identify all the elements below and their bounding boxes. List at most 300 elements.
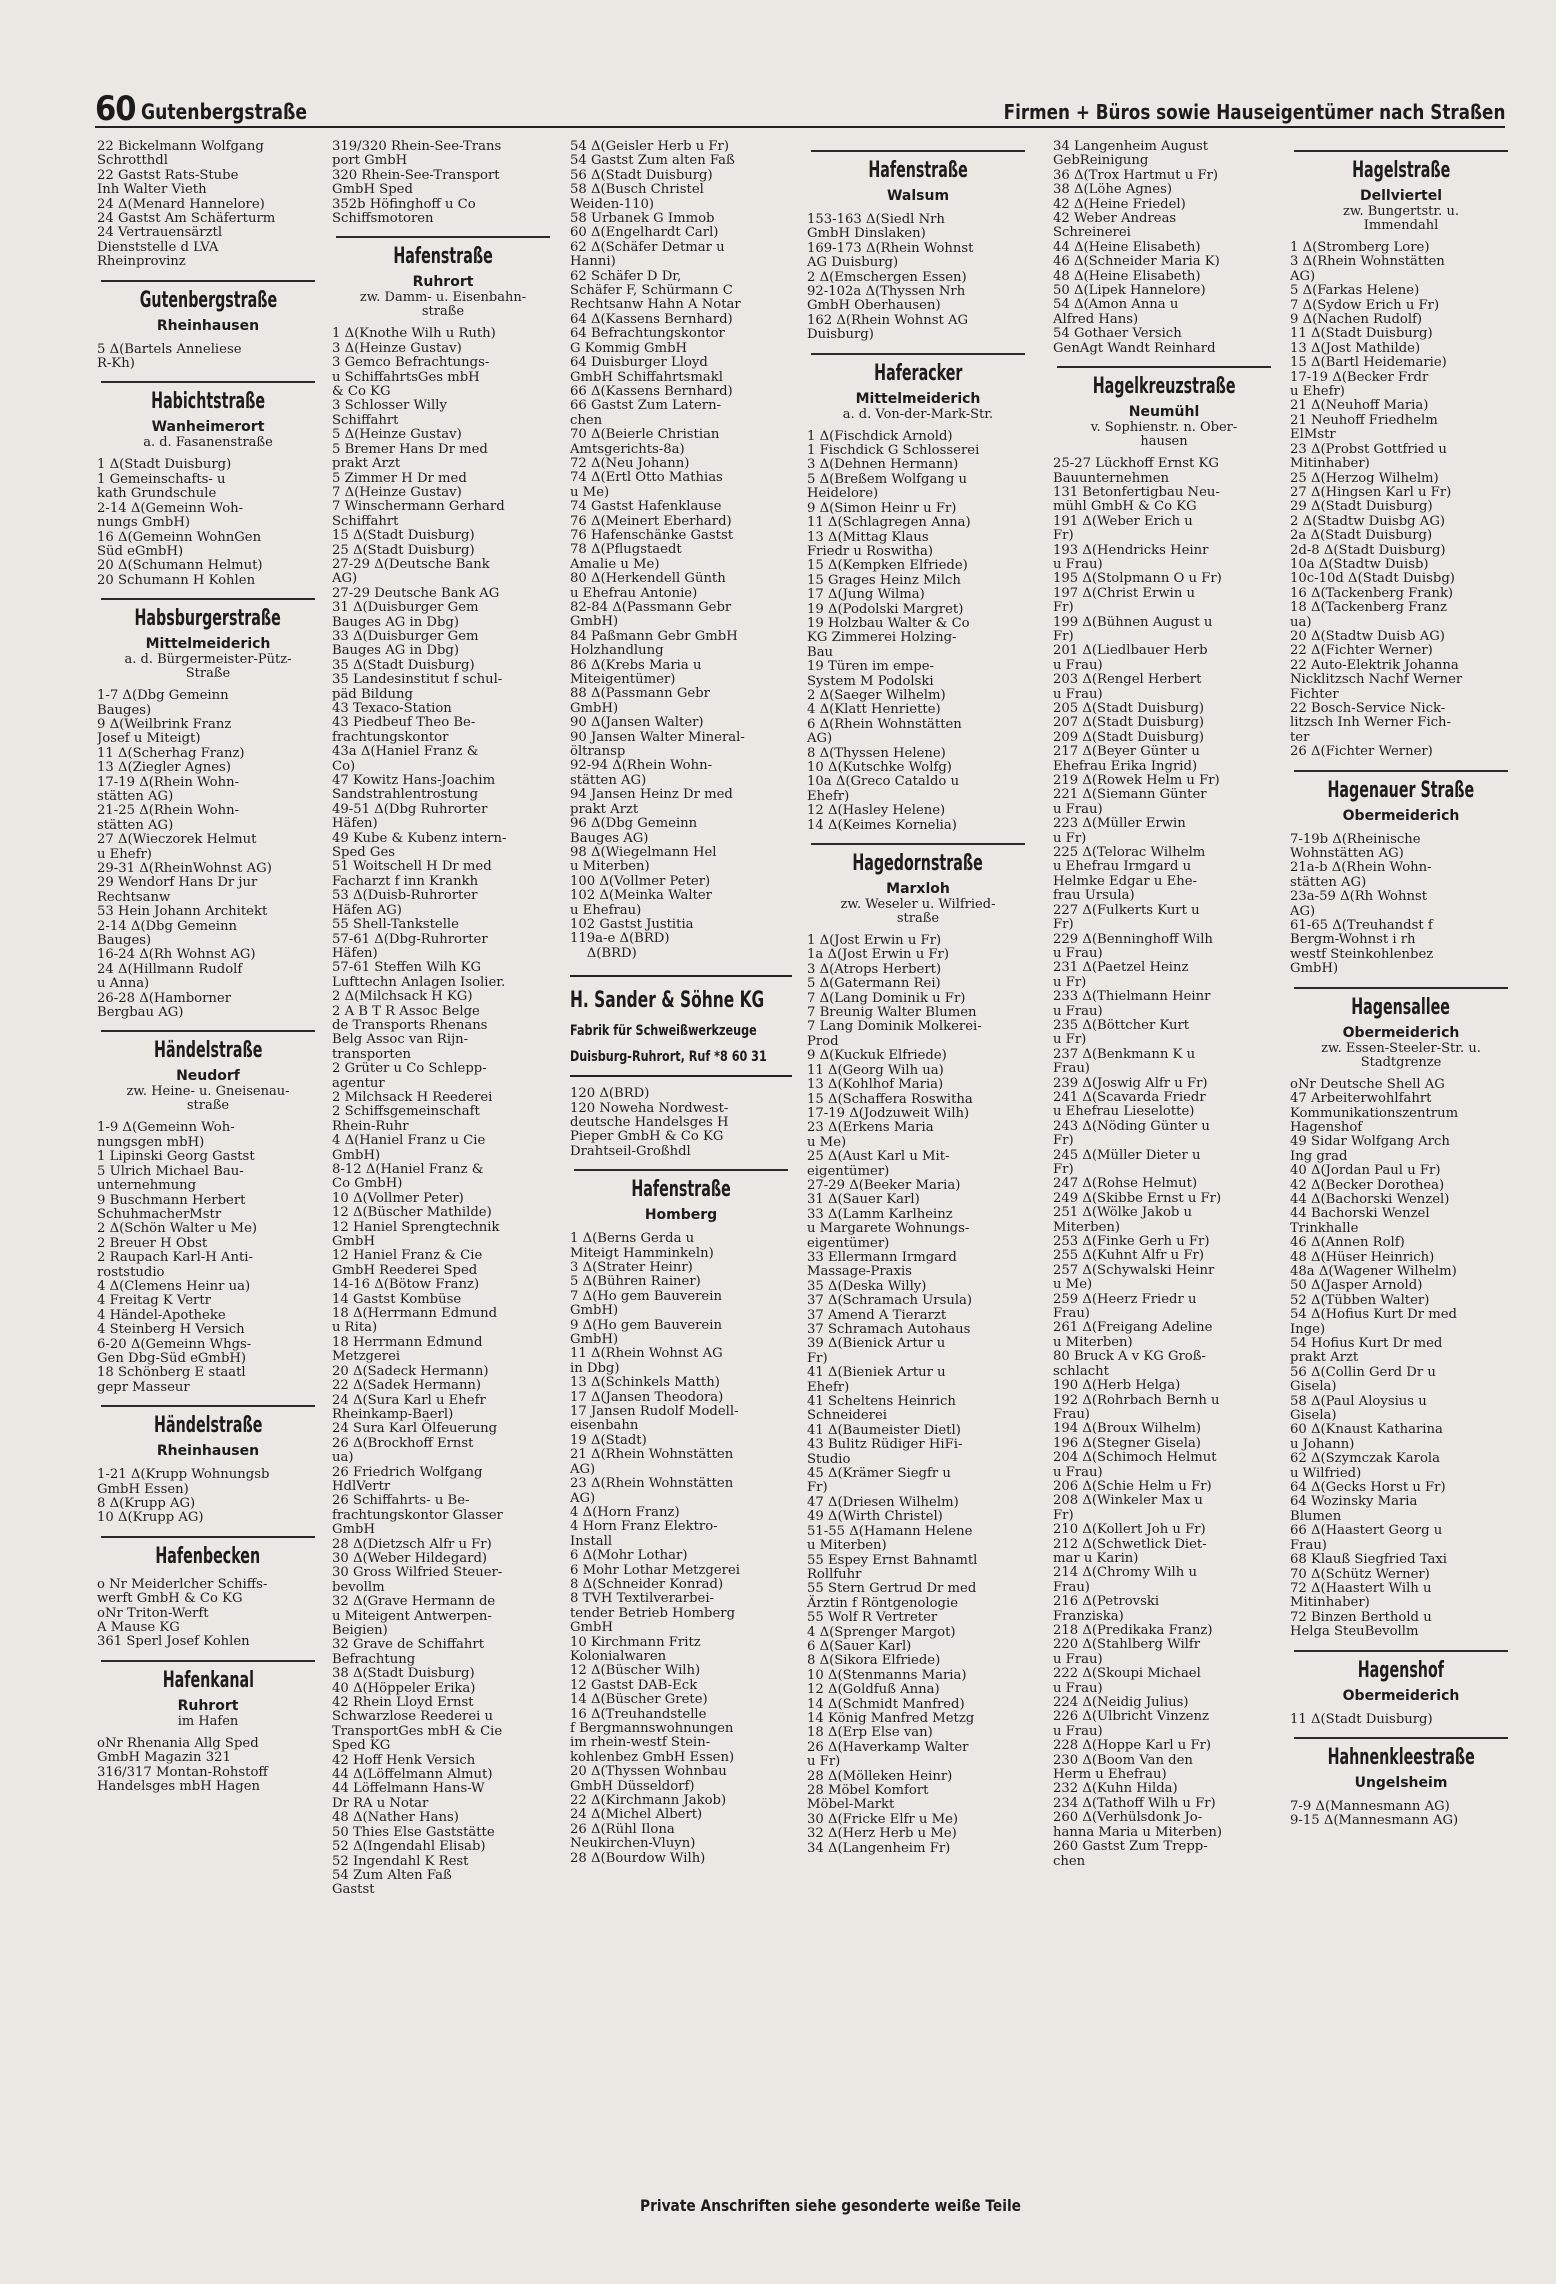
section-rule — [101, 1536, 315, 1538]
directory-entry: 48 Δ(Heine Elisabeth) — [1053, 268, 1201, 284]
directory-entry: 11 Δ(Scherhag Franz) — [97, 745, 245, 761]
directory-entry: 13 Δ(Kohlhof Maria) — [807, 1077, 944, 1093]
street-section-header — [1290, 1737, 1512, 1792]
directory-entry: 1-9 Δ(Gemeinn Woh- nungsgen mbH) — [97, 1120, 235, 1150]
directory-entry: 74 Gastst Hafenklause — [570, 499, 722, 515]
directory-entry: 4 Δ(Sprenger Margot) — [807, 1624, 956, 1640]
directory-entry: 6 Mohr Lothar Metzgerei — [570, 1562, 740, 1578]
directory-entry: 1 Δ(Knothe Wilh u Ruth) — [332, 326, 496, 342]
district-name: Rheinhausen — [156, 1443, 260, 1460]
directory-entry: 58 Δ(Busch Christel Weiden-110) — [570, 182, 704, 212]
directory-entry: 230 Δ(Boom Van den Herm u Ehefrau) — [1053, 1752, 1193, 1783]
section-rule — [1294, 770, 1508, 772]
directory-entry: 80 Δ(Herkendell Günth u Ehefrau Antonie) — [570, 571, 726, 601]
directory-entry: 20 Schumann H Kohlen — [97, 572, 256, 588]
directory-entry: 60 Δ(Engelhardt Carl) — [570, 225, 719, 241]
directory-entry: 19 Δ(Podolski Margret) — [807, 601, 964, 617]
directory-entry: 62 Δ(Szymczak Karola u Wilfried) — [1290, 1451, 1440, 1481]
directory-entry: 216 Δ(Petrovski Franziska) — [1053, 1594, 1160, 1624]
directory-entry: 1-7 Δ(Dbg Gemeinn Bauges) — [97, 688, 229, 718]
directory-entry: 16 Δ(Tackenberg Frank) — [1290, 585, 1454, 601]
directory-entry: 219 Δ(Rowek Helm u Fr) — [1053, 773, 1220, 789]
directory-entry: 41 Δ(Baumeister Dietl) — [807, 1422, 961, 1438]
district-name: Wanheimerort — [151, 419, 265, 436]
street-name: Habsburgerstraße — [134, 606, 282, 632]
section-rule — [101, 1405, 315, 1407]
directory-entry: 320 Rhein-See-Transport GmbH Sped — [332, 167, 500, 198]
directory-entry: 11 Δ(Schlagregen Anna) — [807, 515, 971, 531]
directory-entry: 20 Δ(Sadeck Hermann) — [332, 1363, 489, 1379]
directory-entry: oNr Deutsche Shell AG — [1290, 1076, 1445, 1092]
directory-entry: 17-19 Δ(Rhein Wohn- stätten AG) — [97, 774, 240, 804]
directory-entry: 42 Weber Andreas Schreinerei — [1053, 211, 1177, 241]
directory-entry: 11 Δ(Stadt Duisburg) — [1290, 1711, 1433, 1727]
directory-entry: 14 Δ(Büscher Grete) — [570, 1692, 708, 1708]
directory-entry: 92-102a Δ(Thyssen Nrh GmbH Oberhausen) — [807, 284, 966, 314]
directory-entry: 260 Δ(Verhülsdonk Jo- hanna Maria u Miterben) — [1053, 1810, 1223, 1840]
directory-entry: 30 Δ(Fricke Elfr u Me) — [807, 1811, 959, 1827]
directory-entry: 100 Δ(Vollmer Peter) — [570, 873, 711, 889]
street-name: Habichtstraße — [151, 389, 265, 415]
directory-entry: 5 Δ(Farkas Helene) — [1290, 283, 1420, 299]
directory-entry: 4 Δ(Horn Franz) — [570, 1504, 680, 1520]
street-location: zw. Bungertstr. u. Immendahl — [1343, 204, 1459, 233]
directory-entry: 64 Befrachtungskontor G Kommig GmbH — [570, 326, 725, 356]
district-name: Walsum — [886, 188, 950, 204]
directory-entry: 6-20 Δ(Gemeinn Whgs- Gen Dbg-Süd eGmbH) — [97, 1336, 252, 1366]
directory-entry: 7-9 Δ(Mannesmann AG) — [1290, 1798, 1450, 1814]
directory-entry: 3 Schlosser Willy Schiffahrt — [332, 398, 447, 428]
street-section-header — [97, 598, 319, 681]
directory-entry: 260 Gastst Zum Trepp- chen — [1053, 1839, 1208, 1869]
directory-entry: 18 Herrmann Edmund Metzgerei — [332, 1334, 483, 1365]
directory-entry: 1 Lipinski Georg Gastst — [97, 1149, 255, 1165]
directory-entry: 56 Δ(Collin Gerd Dr u Gisela) — [1290, 1364, 1436, 1395]
directory-entry: 2 Milchsack H Reederei — [332, 1089, 493, 1105]
directory-entry: 21-25 Δ(Rhein Wohn- stätten AG) — [97, 803, 240, 833]
directory-entry: 2-14 Δ(Gemeinn Woh- nungs GmbH) — [97, 500, 244, 531]
directory-entry: 28 Δ(Mölleken Heinr) — [807, 1768, 953, 1784]
directory-entry: 226 Δ(Ulbricht Vinzenz u Frau) — [1053, 1709, 1209, 1739]
directory-entry: 1 Δ(Berns Gerda u Miteigt Hamminkeln) — [570, 1231, 714, 1261]
directory-entry: 84 Paßmann Gebr GmbH Holzhandlung — [570, 628, 738, 659]
directory-entry: 14 Δ(Schmidt Manfred) — [807, 1696, 965, 1712]
directory-entry: 10c-10d Δ(Stadt Duisbg) — [1290, 571, 1455, 587]
directory-entry: 4 Steinberg H Versich — [97, 1322, 245, 1338]
directory-entry: 20 Δ(Schumann Helmut) — [97, 558, 263, 574]
directory-entry: 29-31 Δ(RheinWohnst AG) — [97, 861, 272, 876]
directory-entry: 24 Vertrauensärztl Dienststelle d LVA Rheinprovinz — [97, 225, 223, 270]
directory-entry: 223 Δ(Müller Erwin u Fr) — [1053, 816, 1186, 846]
directory-entry: 19 Türen im empe- System M Podolski — [807, 659, 934, 689]
directory-entry: 13 Δ(Schinkels Matth) — [570, 1375, 720, 1391]
directory-entry: 21 Δ(Rhein Wohnstätten AG) — [570, 1447, 734, 1477]
directory-entry: 35 Δ(Deska Willy) — [807, 1278, 927, 1294]
directory-entry: 16 Δ(Gemeinn WohnGen Süd eGmbH) — [97, 529, 262, 559]
directory-entry: 1 Fischdick G Schlosserei — [807, 443, 980, 459]
directory-entry: 20 Δ(Thyssen Wohnbau GmbH Düsseldorf) — [570, 1764, 727, 1794]
directory-entry: 40 Δ(Jordan Paul u Fr) — [1290, 1163, 1441, 1179]
street-location: zw. Damm- u. Eisenbahn- straße — [359, 290, 527, 320]
directory-entry: 26 Δ(Fichter Werner) — [1290, 744, 1433, 760]
directory-entry: 7 Δ(Ho gem Bauverein GmbH) — [570, 1288, 722, 1319]
directory-entry: 7 Δ(Heinze Gustav) — [332, 484, 462, 500]
directory-entry: 48a Δ(Wagener Wilhelm) — [1290, 1263, 1457, 1279]
directory-entry: 237 Δ(Benkmann K u Frau) — [1053, 1046, 1196, 1077]
directory-entry: 119a-e Δ(BRD) Δ(BRD) — [570, 931, 670, 961]
directory-entry: 15 Δ(Bartl Heidemarie) — [1290, 355, 1447, 371]
directory-entry: 30 Δ(Weber Hildegard) — [332, 1550, 488, 1566]
directory-entry: 56 Δ(Stadt Duisburg) — [570, 167, 713, 183]
directory-entry: 8 Δ(Sikora Elfriede) — [807, 1653, 941, 1669]
directory-entry: 19 Δ(Stadt) — [570, 1432, 647, 1448]
directory-entry: 53 Hein Johann Architekt — [97, 904, 268, 920]
section-rule — [336, 236, 550, 238]
directory-entry: 50 Thies Else Gaststätte — [332, 1824, 495, 1840]
directory-entry: 82-84 Δ(Passmann Gebr GmbH) — [570, 600, 732, 630]
directory-entry: 5 Δ(Heinze Gustav) — [332, 427, 462, 443]
section-rule — [101, 598, 315, 600]
directory-entry: 2-14 Δ(Dbg Gemeinn Bauges) — [97, 918, 237, 949]
directory-entry: 7-19b Δ(Rheinische Wohnstätten AG) — [1290, 831, 1421, 862]
directory-entry: 66 Δ(Kassens Bernhard) — [570, 383, 733, 399]
directory-entry: 22 Gastst Rats-Stube Inh Walter Vieth — [97, 167, 239, 198]
directory-entry: 1a Δ(Jost Erwin u Fr) — [807, 947, 950, 963]
directory-entry: 36 Δ(Trox Hartmut u Fr) — [1053, 167, 1219, 183]
directory-entry: 60 Δ(Knaust Katharina u Johann) — [1290, 1422, 1443, 1452]
directory-entry: 34 Langenheim August GebReinigung — [1053, 140, 1209, 169]
directory-entry: 9 Δ(Weilbrink Franz Josef u Miteigt) — [97, 716, 232, 747]
directory-entry: 6 Δ(Mohr Lothar) — [570, 1548, 688, 1564]
district-name: Ruhrort — [177, 1697, 239, 1714]
directory-entry: 18 Δ(Tackenberg Franz ua) — [1290, 600, 1447, 630]
page-number: 60 — [95, 89, 136, 129]
directory-entry: 25 Δ(Stadt Duisburg) — [332, 542, 475, 558]
directory-entry: 4 Δ(Haniel Franz u Cie GmbH) — [332, 1133, 486, 1163]
directory-entry: 102 Gastst Justitia — [570, 916, 694, 932]
directory-entry: 3 Δ(Rhein Wohnstätten AG) — [1290, 254, 1445, 284]
directory-entry: 2a Δ(Stadt Duisburg) — [1290, 528, 1433, 544]
directory-entry: 251 Δ(Wölke Jakob u Miterben) — [1053, 1205, 1193, 1235]
directory-entry: 28 Möbel Komfort Möbel-Markt — [807, 1783, 929, 1813]
street-section-header — [570, 1169, 792, 1224]
directory-entry: 131 Betonfertigbau Neu- mühl GmbH & Co KG — [1053, 484, 1220, 515]
directory-entry: 10 Δ(Vollmer Peter) — [332, 1190, 464, 1206]
street-section-header — [97, 1536, 319, 1570]
directory-entry: 5 Zimmer H Dr med — [332, 470, 467, 486]
ad-contact: Duisburg-Ruhrort, Ruf *8 60 31 — [570, 1049, 767, 1066]
directory-entry: 210 Δ(Kollert Joh u Fr) — [1053, 1522, 1206, 1538]
directory-entry: 23 Δ(Probst Gottfried u Mitinhaber) — [1290, 441, 1447, 472]
directory-entry: 58 Δ(Paul Aloysius u Gisela) — [1290, 1393, 1427, 1424]
directory-entry: 49 Δ(Wirth Christel) — [807, 1509, 943, 1525]
directory-entry: 193 Δ(Hendricks Heinr u Frau) — [1053, 542, 1209, 572]
street-location: zw. Weseler u. Wilfried- straße — [840, 897, 996, 927]
directory-entry: 7 Lang Dominik Molkerei- Prod — [807, 1019, 982, 1049]
directory-entry: 231 Δ(Paetzel Heinz u Fr) — [1053, 960, 1189, 990]
directory-entry: 9-15 Δ(Mannesmann AG) — [1290, 1813, 1459, 1829]
directory-entry: 9 Δ(Nachen Rudolf) — [1290, 312, 1423, 328]
directory-entry: 25-27 Lückhoff Ernst KG Bauunternehmen — [1053, 456, 1219, 486]
directory-entry: 29 Wendorf Hans Dr jur Rechtsanw — [97, 875, 258, 905]
directory-entry: 21 Δ(Neuhoff Maria) — [1290, 398, 1429, 414]
directory-entry: 50 Δ(Jasper Arnold) — [1290, 1278, 1423, 1294]
street-section-header — [1290, 150, 1512, 233]
directory-entry: 26-28 Δ(Hamborner Bergbau AG) — [97, 990, 232, 1021]
street-name: Hagelstraße — [1351, 158, 1451, 183]
directory-entry: 2 Grüter u Co Schlepp- agentur — [332, 1061, 487, 1091]
directory-entry: 2 Δ(Stadtw Duisbg AG) — [1290, 513, 1445, 529]
directory-entry: 229 Δ(Benninghoff Wilh u Frau) — [1053, 931, 1213, 961]
directory-entry: 191 Δ(Weber Erich u Fr) — [1053, 513, 1193, 544]
directory-entry: 1 Δ(Stromberg Lore) — [1290, 240, 1430, 255]
directory-entry: 6 Δ(Rhein Wohnstätten AG) — [807, 716, 962, 747]
directory-entry: 45 Δ(Krämer Siegfr u Fr) — [807, 1466, 951, 1496]
directory-entry: 33 Ellermann Irmgard Massage-Praxis — [807, 1249, 957, 1280]
directory-entry: 169-173 Δ(Rhein Wohnst AG Duisburg) — [807, 240, 974, 271]
directory-entry: 245 Δ(Müller Dieter u Fr) — [1053, 1147, 1201, 1177]
directory-entry: 64 Δ(Kassens Bernhard) — [570, 311, 733, 327]
directory-entry: 51-55 Δ(Hamann Helene u Miterben) — [807, 1523, 973, 1554]
street-location: a. d. Von-der-Mark-Str. — [842, 406, 994, 422]
directory-entry: 208 Δ(Winkeler Max u Fr) — [1053, 1493, 1203, 1523]
directory-entry: 196 Δ(Stegner Gisela) — [1053, 1435, 1201, 1451]
directory-entry: 27-29 Deutsche Bank AG — [332, 585, 500, 601]
directory-entry: 28 Δ(Dietzsch Alfr u Fr) — [332, 1536, 492, 1552]
directory-entry: 52 Δ(Tübben Walter) — [1290, 1292, 1430, 1308]
directory-entry: 17-19 Δ(Jodzuweit Wilh) — [807, 1105, 970, 1121]
directory-entry: 61-65 Δ(Treuhandst f Bergm-Wohnst i rh westf Steinkohlenbez GmbH) — [1290, 918, 1434, 977]
directory-entry: 22 Δ(Fichter Werner) — [1290, 643, 1433, 659]
directory-entry: 28 Δ(Bourdow Wilh) — [570, 1850, 706, 1866]
directory-entry: 222 Δ(Skoupi Michael u Frau) — [1053, 1666, 1201, 1696]
directory-entry: 7 Winschermann Gerhard Schiffahrt — [332, 499, 505, 529]
section-rule — [811, 843, 1025, 845]
directory-entry: 42 Δ(Heine Friedel) — [1053, 196, 1186, 212]
directory-entry: 2 Schiffsgemeinschaft Rhein-Ruhr — [332, 1104, 480, 1134]
column-4 — [807, 140, 1029, 1856]
street-name: Haferacker — [873, 360, 963, 386]
directory-entry: 15 Δ(Schaffera Roswitha — [807, 1091, 973, 1107]
directory-entry: 54 Zum Alten Faß Gastst — [332, 1867, 452, 1898]
street-name: Hahnenkleestraße — [1327, 1744, 1475, 1770]
section-rule — [1294, 150, 1508, 152]
directory-entry: 92-94 Δ(Rhein Wohn- stätten AG) — [570, 758, 713, 788]
directory-entry: 257 Δ(Schywalski Heinr u Me) — [1053, 1262, 1215, 1293]
directory-entry: 1 Δ(Fischdick Arnold) — [807, 428, 953, 444]
directory-entry: 249 Δ(Skibbe Ernst u Fr) — [1053, 1190, 1222, 1206]
directory-entry: 17-19 Δ(Becker Frdr u Ehefr) — [1290, 369, 1429, 400]
street-section-header — [1290, 1650, 1512, 1705]
directory-entry: 234 Δ(Tathoff Wilh u Fr) — [1053, 1795, 1216, 1811]
section-rule — [811, 150, 1025, 152]
directory-entry: 54 Hofius Kurt Dr med prakt Arzt — [1290, 1336, 1443, 1366]
directory-entry: 24 Δ(Sura Karl u Ehefr Rheinkamp-Baerl) — [332, 1392, 486, 1422]
directory-entry: 27-29 Δ(Beeker Maria) — [807, 1177, 961, 1193]
directory-entry: oNr Triton-Werft — [97, 1605, 209, 1621]
street-section-header — [1290, 770, 1512, 825]
directory-entry: 35 Δ(Stadt Duisburg) — [332, 657, 475, 673]
street-name: Hafenstraße — [393, 244, 493, 270]
directory-entry: 44 Δ(Heine Elisabeth) — [1053, 239, 1201, 255]
directory-entry: 43 Bulitz Rüdiger HiFi- Studio — [807, 1437, 963, 1467]
street-section-header — [807, 843, 1029, 926]
directory-entry: 57-61 Steffen Wilh KG Lufttechn Anlagen Isolier. — [332, 960, 506, 990]
directory-entry: 227 Δ(Fulkerts Kurt u Fr) — [1053, 902, 1200, 933]
directory-entry: 62 Δ(Schäfer Detmar u Hanni) — [570, 239, 725, 270]
directory-entry: 4 Händel-Apotheke — [97, 1307, 226, 1323]
directory-entry: 38 Δ(Stadt Duisburg) — [332, 1666, 475, 1682]
directory-entry: 37 Δ(Schramach Ursula) — [807, 1293, 973, 1309]
directory-entry: 37 Schramach Autohaus — [807, 1322, 971, 1337]
directory-entry: 316/317 Montan-Rohstoff Handelsges mbH Hagen — [97, 1764, 268, 1795]
directory-entry: 3 Δ(Dehnen Hermann) — [807, 457, 959, 473]
directory-entry: 37 Amend A Tierarzt — [807, 1307, 947, 1323]
directory-entry: 199 Δ(Bühnen August u Fr) — [1053, 614, 1213, 644]
directory-entry: 41 Δ(Bieniek Artur u Ehefr) — [807, 1365, 946, 1395]
directory-entry: 18 Δ(Herrmann Edmund u Rita) — [332, 1306, 498, 1336]
directory-entry: 90 Jansen Walter Mineral- öltransp — [570, 729, 745, 760]
directory-entry: 206 Δ(Schie Helm u Fr) — [1053, 1478, 1212, 1494]
directory-entry: 195 Δ(Stolpmann O u Fr) — [1053, 571, 1222, 587]
directory-entry: 217 Δ(Beyer Günter u Ehefrau Erika Ingrid) — [1053, 744, 1200, 774]
directory-entry: 70 Δ(Beierle Christian Amtsgerichts-8a) — [570, 427, 720, 457]
street-location: zw. Essen-Steeler-Str. u. Stadtgrenze — [1321, 1040, 1481, 1070]
directory-entry: 203 Δ(Rengel Herbert u Frau) — [1053, 672, 1202, 702]
directory-entry: 8 Δ(Krupp AG) — [97, 1496, 196, 1511]
directory-entry: 32 Δ(Grave Hermann de u Miteigent Antwerpen- Beigien) — [332, 1594, 496, 1638]
directory-entry: 27 Δ(Wieczorek Helmut u Ehefr) — [97, 832, 257, 862]
directory-entry: 54 Gothaer Versich GenAgt Wandt Reinhard — [1053, 326, 1216, 356]
directory-entry: 15 Grages Heinz Milch — [807, 572, 961, 588]
directory-entry: 24 Sura Karl Ölfeuerung — [332, 1421, 498, 1437]
directory-entry: 90 Δ(Jansen Walter) — [570, 715, 704, 731]
directory-entry: 205 Δ(Stadt Duisburg) — [1053, 701, 1205, 716]
district-name: Rheinhausen — [156, 317, 260, 334]
directory-entry: 2 Raupach Karl-H Anti- roststudio — [97, 1250, 253, 1280]
column-3 — [570, 140, 792, 1866]
directory-entry: 46 Δ(Annen Rolf) — [1290, 1235, 1405, 1251]
directory-entry: 72 Binzen Berthold u Helga SteuBevollm — [1290, 1609, 1432, 1640]
section-rule — [1294, 1737, 1508, 1739]
directory-entry: 120 Δ(BRD) — [570, 1086, 650, 1102]
directory-entry: 52 Δ(Ingendahl Elisab) — [332, 1839, 486, 1855]
street-section-header — [97, 280, 319, 335]
directory-entry: 5 Δ(Gatermann Rei) — [807, 976, 941, 992]
directory-entry: 40 Δ(Höppeler Erika) — [332, 1680, 476, 1696]
district-name: Neumühl — [1128, 404, 1200, 421]
directory-entry: 261 Δ(Freigang Adeline u Miterben) — [1053, 1320, 1213, 1350]
section-rule — [101, 1660, 315, 1662]
street-section-header — [97, 1030, 319, 1113]
directory-entry: 8 Δ(Thyssen Helene) — [807, 745, 946, 761]
district-name: Homberg — [644, 1207, 718, 1224]
directory-entry: 7 Δ(Sydow Erich u Fr) — [1290, 297, 1440, 313]
directory-entry: 2 A B T R Assoc Belge de Transports Rhenans — [332, 1003, 488, 1033]
street-location: v. Sophienstr. n. Ober- hausen — [1090, 420, 1238, 450]
directory-entry: 18 Δ(Erp Else van) — [807, 1725, 933, 1741]
directory-entry: 10 Δ(Stenmanns Maria) — [807, 1667, 967, 1683]
directory-entry: 33 Δ(Lamm Karlheinz u Margarete Wohnungs- eigentümer) — [807, 1206, 970, 1251]
directory-entry: 319/320 Rhein-See-Trans port GmbH — [332, 140, 502, 169]
directory-entry: 38 Δ(Löhe Agnes) — [1053, 182, 1173, 198]
directory-entry: 26 Schiffahrts- u Be- frachtungskontor Glasser GmbH — [332, 1493, 503, 1538]
directory-entry: 43 Texaco-Station — [332, 701, 452, 716]
directory-entry: 19 Holzbau Walter & Co KG Zimmerei Holzing- Bau — [807, 615, 970, 660]
directory-entry: 42 Rhein Lloyd Ernst Schwarzlose Reederei u TransportGes mbH & Cie Sped KG — [332, 1695, 503, 1754]
directory-entry: 14-16 Δ(Bötow Franz) — [332, 1277, 480, 1293]
directory-entry: 34 Δ(Langenheim Fr) — [807, 1840, 951, 1856]
directory-entry: 3 Gemco Befrachtungs- u SchiffahrtsGes mbH & Co KG — [332, 355, 490, 400]
street-name: Hagenshof — [1357, 1657, 1445, 1683]
street-location: a. d. Fasanenstraße — [143, 435, 273, 451]
directory-entry: 74 Δ(Ertl Otto Mathias u Me) — [570, 470, 723, 500]
directory-entry: 72 Δ(Neu Johann) — [570, 455, 690, 471]
district-name: Mittelmeiderich — [145, 636, 271, 653]
directory-entry: 11 Δ(Stadt Duisburg) — [1290, 326, 1433, 342]
section-rule — [1294, 987, 1508, 989]
directory-entry: 120 Noweha Nordwest- deutsche Handelsges H Pieper GmbH & Co KG Drahtseil-Großhdl — [570, 1100, 729, 1159]
street-location: im Hafen — [177, 1713, 239, 1729]
directory-entry: 53 Δ(Duisb-Ruhrorter Häfen AG) — [332, 888, 478, 918]
street-name: Händelstraße — [153, 1413, 263, 1439]
directory-entry: 24 Gastst Am Schäferturm — [97, 211, 276, 227]
directory-entry: 201 Δ(Liedlbauer Herb u Frau) — [1053, 643, 1208, 673]
directory-entry: 48 Δ(Nather Hans) — [332, 1810, 459, 1826]
directory-entry: 27-29 Δ(Deutsche Bank AG) — [332, 556, 490, 587]
directory-entry: 57-61 Δ(Dbg-Ruhrorter Häfen) — [332, 931, 488, 961]
directory-entry: 8 Δ(Schneider Konrad) — [570, 1576, 724, 1592]
column-2 — [332, 140, 554, 1898]
directory-entry: 1-21 Δ(Krupp Wohnungsb GmbH Essen) — [97, 1467, 270, 1497]
running-street-head: Gutenbergstraße — [141, 100, 308, 124]
directory-entry: 49 Kube & Kubenz intern- Sped Ges — [332, 830, 507, 861]
directory-entry: 259 Δ(Heerz Friedr u Frau) — [1053, 1291, 1197, 1322]
directory-entry: 15 Δ(Stadt Duisburg) — [332, 528, 475, 544]
directory-entry: 43 Piedbeuf Theo Be- frachtungskontor — [332, 715, 476, 745]
directory-entry: 44 Bachorski Wenzel Trinkhalle — [1290, 1206, 1430, 1236]
directory-entry: 31 Δ(Sauer Karl) — [807, 1192, 920, 1208]
directory-entry: 42 Hoff Henk Versich — [332, 1752, 476, 1768]
directory-entry: 12 Δ(Büscher Mathilde) — [332, 1205, 492, 1221]
directory-entry: 8-12 Δ(Haniel Franz & Co GmbH) — [332, 1162, 484, 1192]
section-rule — [1294, 1650, 1508, 1652]
directory-entry: 13 Δ(Jost Mathilde) — [1290, 340, 1421, 356]
directory-entry: 49 Sidar Wolfgang Arch Ing grad — [1290, 1134, 1450, 1164]
directory-entry: 2 Δ(Saeger Wilhelm) — [807, 687, 946, 703]
district-name: Ruhrort — [412, 274, 474, 291]
directory-entry: 55 Espey Ernst Bahnamtl Rollfuhr — [807, 1552, 978, 1582]
directory-entry: 232 Δ(Kuhn Hilda) — [1053, 1781, 1178, 1797]
directory-entry: 13 Δ(Mittag Klaus Friedr u Roswitha) — [807, 529, 934, 559]
directory-entry: 207 Δ(Stadt Duisburg) — [1053, 715, 1205, 731]
directory-entry: 29 Δ(Stadt Duisburg) — [1290, 499, 1433, 515]
directory-entry: 10a Δ(Greco Cataldo u Ehefr) — [807, 774, 960, 804]
directory-entry: 102 Δ(Meinka Walter u Ehefrau) — [570, 888, 712, 918]
directory-entry: 17 Δ(Jung Wilma) — [807, 587, 925, 603]
directory-entry: 10 Kirchmann Fritz Kolonialwaren — [570, 1634, 701, 1664]
street-name: Hafenstraße — [868, 158, 968, 183]
directory-entry: 64 Duisburger Lloyd GmbH Schiffahrtsmakl — [570, 355, 723, 385]
street-name: Gutenbergstraße — [139, 287, 277, 313]
directory-entry: 48 Δ(Hüser Heinrich) — [1290, 1249, 1435, 1265]
district-name: Obermeiderich — [1342, 1024, 1460, 1041]
section-rule — [101, 1030, 315, 1032]
directory-entry: 33 Δ(Duisburger Gem Bauges AG in Dbg) — [332, 628, 479, 659]
street-name: Hafenkanal — [162, 1667, 254, 1693]
directory-entry: 221 Δ(Siemann Günter u Frau) — [1053, 787, 1207, 817]
directory-entry: 361 Sperl Josef Kohlen — [97, 1634, 250, 1650]
